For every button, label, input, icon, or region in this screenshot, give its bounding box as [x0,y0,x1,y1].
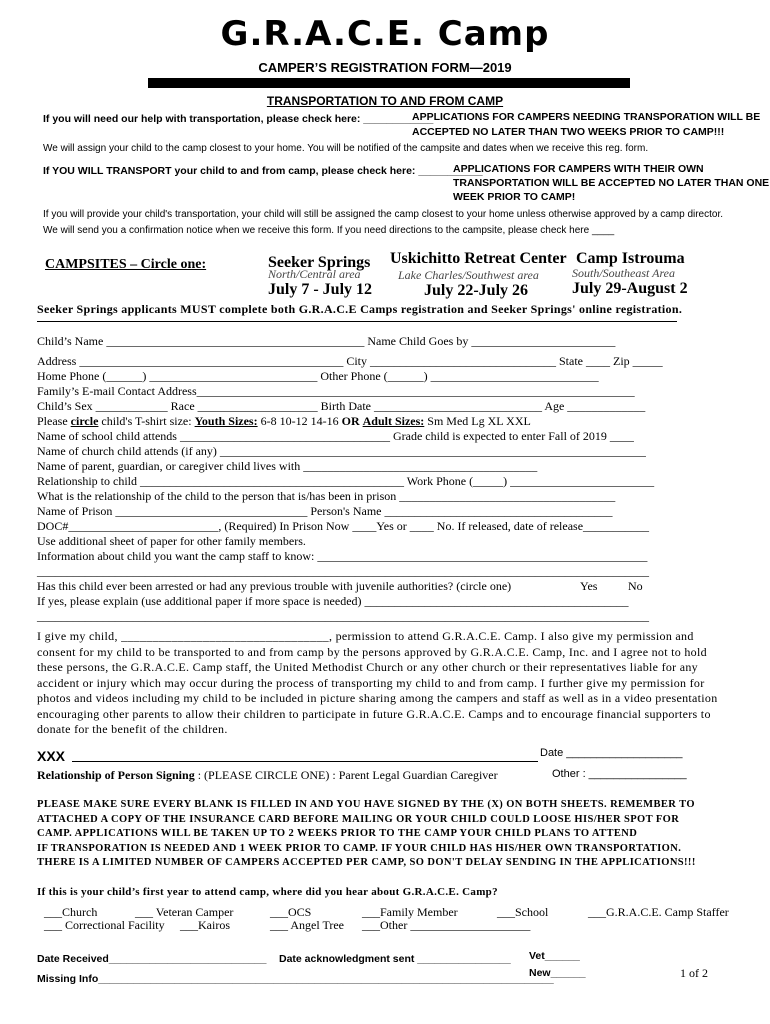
permission-line-2: consent for my child to be transported to and from camp by the persons approved by G.R.A.C.E. Camp, Inc. and I agree not to hold [37,644,707,659]
referral-ocs[interactable]: ___OCS [270,905,312,919]
signature-line[interactable] [72,761,538,762]
child-name-field[interactable]: Child’s Name ___________________________________________ Name Child Goes by ________________________ [37,334,616,348]
transport-help-note-2: ACCEPTED NO LATER THAN TWO WEEKS PRIOR TO CAMP!!! [412,126,725,138]
arrest-explain-field[interactable]: If yes, please explain (use additional paper if more space is needed) ____________________________________________ [37,594,629,608]
info-for-staff-line-2[interactable]: ______________________________________________________________________________________________________ [37,564,649,578]
school-field[interactable]: Name of school child attends ___________________________________ Grade child is expected to enter Fall of 2019 ____ [37,429,634,443]
form-title: G.R.A.C.E. Camp [220,14,550,54]
date-acknowledgment-field[interactable]: Date acknowledgment sent ________________ [279,953,511,965]
campsite-seeker-area: North/Central area [268,267,361,281]
missing-info-field[interactable]: Missing Info______________________________________________________________________________ [37,973,554,985]
transport-help-note-1: APPLICATIONS FOR CAMPERS NEEDING TRANSPORATION WILL BE [412,111,761,123]
prison-name-field[interactable]: Name of Prison ________________________________ Person's Name ______________________________________ [37,504,613,518]
campsite-istrouma-name[interactable]: Camp Istrouma [576,250,685,267]
campsites-label: CAMPSITES – Circle one: [45,257,207,272]
guardian-field[interactable]: Name of parent, guardian, or caregiver child lives with _______________________________________ [37,459,538,473]
permission-line-3: these persons, the G.R.A.C.E. Camp staff, the United Methodist Church or any other church or their representatives liable for any [37,660,698,674]
sex-race-birth-field[interactable]: Child’s Sex ____________ Race ____________________ Birth Date ____________________________ Age _____________ [37,399,646,413]
arrest-explain-line-2[interactable]: ______________________________________________________________________________________________________ [37,609,649,623]
additional-sheet-note: Use additional sheet of paper for other family members. [37,534,306,548]
referral-question: If this is your child’s first year to attend camp, where did you hear about G.R.A.C.E. Camp? [37,886,498,898]
campsite-uskichitto-dates: July 22-July 26 [424,282,529,299]
referral-school[interactable]: ___School [497,905,549,919]
header-rule [148,78,630,88]
campsite-uskichitto-area: Lake Charles/Southwest area [398,268,539,282]
referral-camp-staffer[interactable]: ___G.R.A.C.E. Camp Staffer [588,905,729,919]
new-field[interactable]: New______ [529,967,586,979]
permission-line-5: photos and videos including my child to be included in picture sharing among the campers and staff as well as in a video presentation [37,691,718,705]
arrest-yes-option[interactable]: Yes [580,579,598,593]
campsite-seeker-name[interactable]: Seeker Springs [268,254,371,271]
notice-line-1: PLEASE MAKE SURE EVERY BLANK IS FILLED IN AND YOU HAVE SIGNED BY THE (X) ON BOTH SHEETS. REMEMBER TO [37,799,695,810]
permission-paragraph [37,629,737,738]
campsite-istrouma-area: South/Southeast Area [572,266,675,280]
doc-number-field[interactable]: DOC#_________________________, (Required) In Prison Now ____Yes or ____ No. If released, date of release___________ [37,519,650,533]
relationship-field[interactable]: Relationship to child ____________________________________________ Work Phone (_____) ________________________ [37,474,655,488]
permission-line-4: accident or injury which may occur during the process of transporting my child to and from camp. I further give my permission for [37,675,705,690]
signature-date-field[interactable]: Date ___________________ [540,747,683,759]
transport-self-note-3: WEEK PRIOR TO CAMP! [453,191,576,203]
address-field[interactable]: Address ____________________________________________ City _______________________________ State ____ Zip _____ [37,354,663,368]
page-number: 1 of 2 [680,966,708,980]
phone-field[interactable]: Home Phone (______) ____________________________ Other Phone (______) ____________________________ [37,369,599,383]
seeker-springs-note: Seeker Springs applicants MUST complete both G.R.A.C.E Camps registration and Seeker Springs' online registration. [37,302,683,316]
prison-relationship-field[interactable]: What is the relationship of the child to the person that is/has been in prison ____________________________________ [37,489,616,503]
campsite-istrouma-dates: July 29-August 2 [572,280,688,297]
important-notice [37,798,737,871]
email-field[interactable]: Family’s E-mail Contact Address_________________________________________________________________________ [37,384,635,398]
referral-church[interactable]: ___Church [44,905,98,919]
notice-line-3: CAMP. APPLICATIONS WILL BE TAKEN UP TO 2 WEEKS PRIOR TO THE CAMP YOUR CHILD PLANS TO ATTEND [37,828,638,839]
date-received-field[interactable]: Date Received___________________________ [37,953,267,965]
church-field[interactable]: Name of church child attends (if any) _______________________________________________________________________ [37,444,646,458]
arrest-question: Has this child ever been arrested or had any previous trouble with juvenile authorities? (circle one) [37,579,512,593]
transport-provide-note-2[interactable]: We will send you a confirmation notice when we receive this form. If you need directions to the campsite, please check here ____ [43,225,615,236]
referral-veteran-camper[interactable]: ___ Veteran Camper [135,905,234,919]
transport-self-note-2: TRANSPORTATION WILL BE ACCEPTED NO LATER THAN ONE [453,177,770,189]
referral-angel-tree[interactable]: ___ Angel Tree [270,918,345,932]
campsite-uskichitto-name[interactable]: Uskichitto Retreat Center [390,250,567,267]
transport-self-note-1: APPLICATIONS FOR CAMPERS WITH THEIR OWN [453,163,704,175]
referral-family-member[interactable]: ___Family Member [362,905,458,919]
tshirt-size-field[interactable]: Please circle child's T-shirt size: Youth Sizes: 6-8 10-12 14-16 OR Adult Sizes: Sm Med Lg XL XXL [37,414,531,428]
transport-assign-note: We will assign your child to the camp closest to your home. You will be notified of the campsite and dates when we receive this reg. form. [43,143,649,154]
transport-provide-note-1: If you will provide your child's transportation, your child will still be assigned the camp closest to your home unless otherwise approved by a camp director. [43,209,724,220]
referral-other[interactable]: ___Other ____________________ [362,918,531,932]
vet-field[interactable]: Vet______ [529,950,580,962]
arrest-no-option[interactable]: No [628,579,643,593]
notice-line-4: IF TRANSPORATION IS NEEDED AND 1 WEEK PRIOR TO CAMP. IF YOUR CHILD HAS HIS/HER OWN TRANSPORTATION. [37,842,682,854]
relationship-other-field[interactable]: Other : ________________ [552,768,687,780]
transport-help-label[interactable]: If you will need our help with transportation, please check here: ____________ [43,113,434,125]
referral-correctional-facility[interactable]: ___ Correctional Facility [44,918,165,932]
signature-mark: XXX [37,748,66,764]
notice-line-5: THERE IS A LIMITED NUMBER OF CAMPERS ACCEPTED PER CAMP, SO DON'T DELAY SENDING IN THE APPLICATIONS!!! [37,857,696,868]
permission-line-1[interactable]: I give my child, _________________________________, permission to attend G.R.A.C.E. Camp. I also give my permission and [37,629,694,643]
campsite-seeker-dates: July 7 - July 12 [268,281,373,298]
permission-line-7: donate for the benefit of the children. [37,722,228,736]
transport-self-label[interactable]: If YOU WILL TRANSPORT your child to and from camp, please check here: ___________ [43,165,483,177]
transport-heading: TRANSPORTATION TO AND FROM CAMP [266,94,504,108]
notice-line-2: ATTACHED A COPY OF THE INSURANCE CARD BEFORE MAILING OR YOUR CHILD COULD LOOSE HIS/HER SPOT FOR [37,813,680,825]
permission-line-6: encouraging other parents to allow their children to participate in future G.R.A.C.E. Camps and to encourage financial supporters to [37,706,711,721]
referral-kairos[interactable]: ___Kairos [180,918,230,932]
section-divider [37,321,677,322]
form-subtitle: CAMPER’S REGISTRATION FORM—2019 [258,60,512,75]
relationship-signing-row[interactable]: Relationship of Person Signing : (PLEASE CIRCLE ONE) : Parent Legal Guardian Caregiver [37,768,498,782]
info-for-staff-field[interactable]: Information about child you want the camp staff to know: _______________________________________________________ [37,549,648,563]
